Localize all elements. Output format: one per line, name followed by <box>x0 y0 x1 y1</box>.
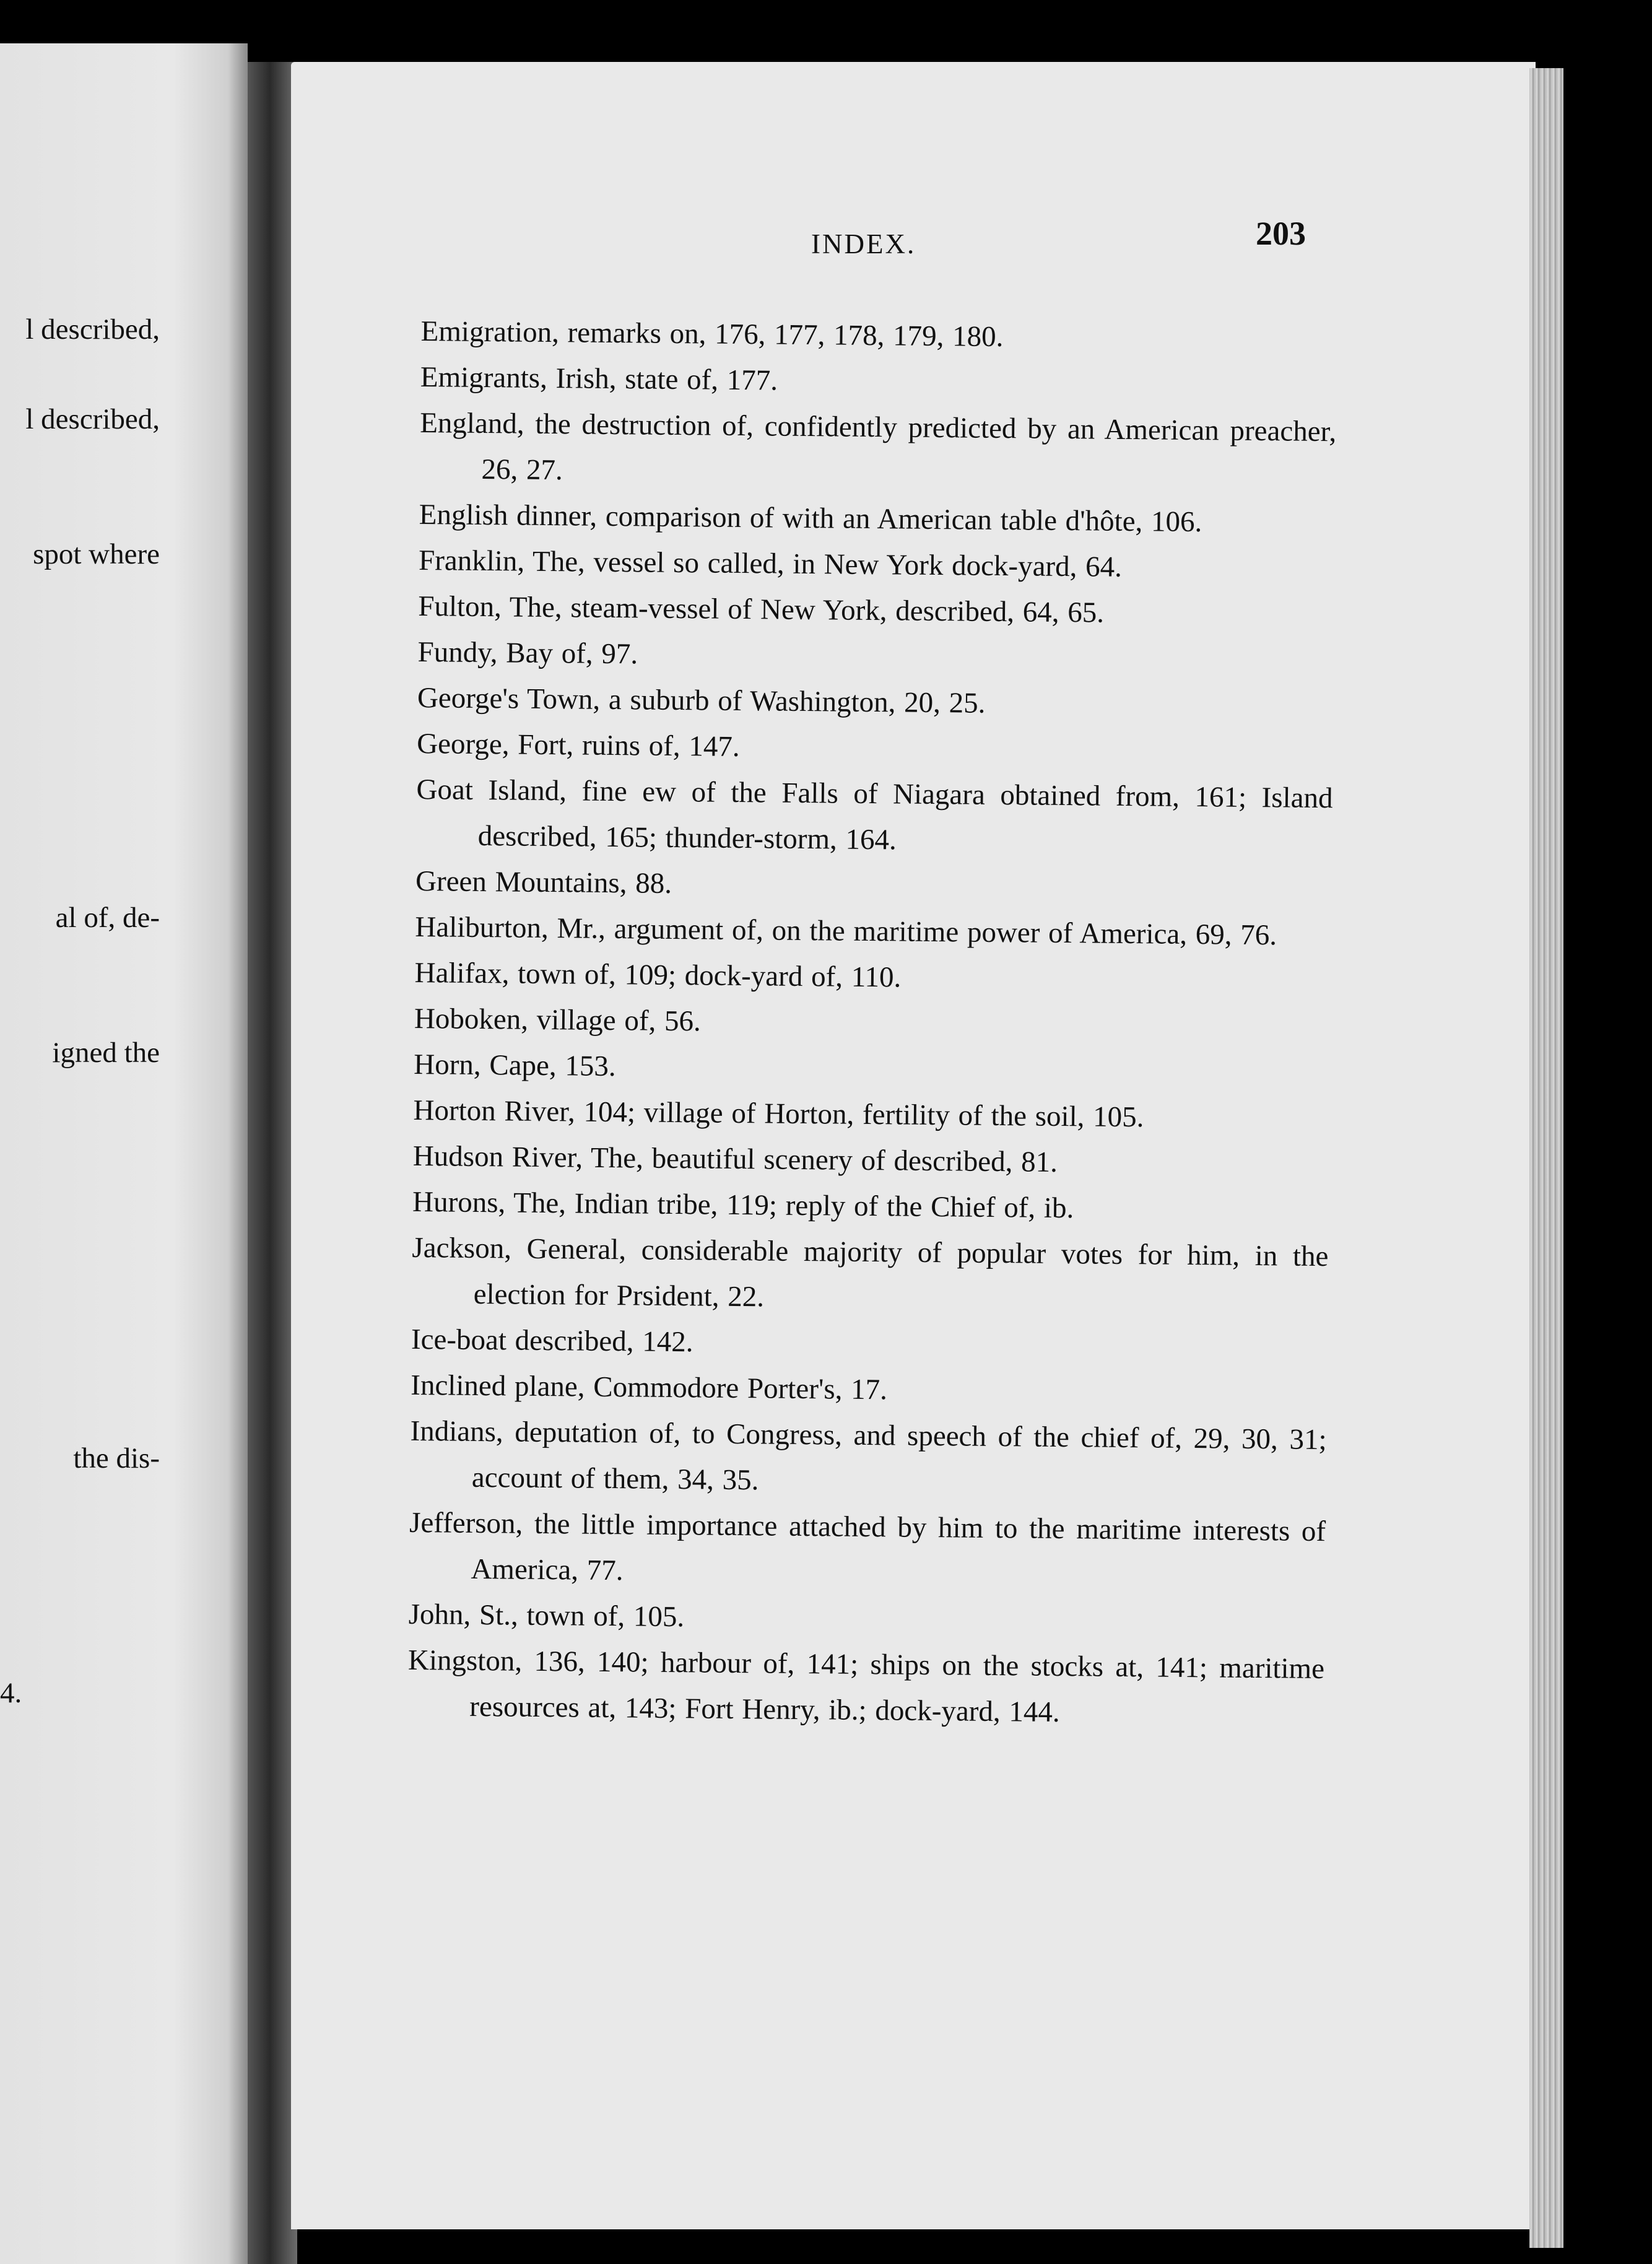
left-fragment: 4. <box>0 1677 22 1709</box>
index-entry: Ice-boat described, 142. <box>411 1323 693 1359</box>
index-entry: Jackson, General, considerable majority of popular votes for him, in the election for Prsident, 22. <box>412 1231 1329 1313</box>
left-fragment: l described, <box>25 403 160 435</box>
index-entry: Kingston, 136, 140; harbour of, 141; ships on the stocks at, 141; maritime resources at, 143; Fort Henry, ib.; dock-yard, 144. <box>407 1644 1325 1729</box>
index-entry: Hoboken, village of, 56. <box>414 1002 702 1038</box>
left-page-text-fragments <box>0 0 248 2264</box>
index-entry: Hudson River, The, beautiful scenery of described, 81. <box>412 1139 1058 1178</box>
index-entry: Inclined plane, Commodore Porter's, 17. <box>411 1369 888 1406</box>
index-entry: Franklin, The, vessel so called, in New York dock-yard, 64. <box>418 544 1123 583</box>
index-entry: George's Town, a suburb of Washington, 20, 25. <box>417 681 986 720</box>
left-fragment: al of, de- <box>55 902 160 934</box>
running-head: INDEX. <box>811 229 916 259</box>
index-entry: John, St., town of, 105. <box>408 1598 685 1634</box>
index-entry: Haliburton, Mr., argument of, on the maritime power of America, 69, 76. <box>415 910 1277 952</box>
page-fore-edge <box>1529 68 1563 2248</box>
index-entry: English dinner, comparison of with an American table d'hôte, 106. <box>419 498 1202 539</box>
left-fragment: spot where <box>33 538 160 570</box>
index-entry: George, Fort, ruins of, 147. <box>417 727 740 763</box>
book-gutter <box>248 62 297 2264</box>
left-fragment: l described, <box>25 313 160 346</box>
page-number: 203 <box>1256 215 1306 252</box>
index-entry: Emigration, remarks on, 176, 177, 178, 179, 180. <box>420 315 1004 354</box>
index-entry: England, the destruction of, confidently predicted by an American preacher, 26, 27. <box>419 406 1337 487</box>
index-entry: Indians, deputation of, to Congress, and speech of the chief of, 29, 30, 31; account of them, 34, 35. <box>410 1414 1327 1497</box>
index-entry: Emigrants, Irish, state of, 177. <box>420 360 778 397</box>
index-entry: Hurons, The, Indian tribe, 119; reply of the Chief of, ib. <box>412 1185 1074 1225</box>
left-fragment: the dis- <box>73 1442 160 1474</box>
index-entry: Halifax, town of, 109; dock-yard of, 110. <box>414 956 902 994</box>
index-entry: Fundy, Bay of, 97. <box>417 635 638 671</box>
index-entry: Goat Island, fine ew of the Falls of Niagara obtained from, 161; Island described, 165; thunder-storm, 164. <box>416 773 1333 856</box>
index-entry-list <box>407 308 1337 1738</box>
index-entry: Horn, Cape, 153. <box>414 1048 616 1083</box>
left-fragment: igned the <box>52 1037 160 1069</box>
index-entry: Fulton, The, steam-vessel of New York, described, 64, 65. <box>418 590 1105 629</box>
index-entry: Jefferson, the little importance attached by him to the maritime interests of America, 77. <box>409 1506 1326 1587</box>
index-entry: Horton River, 104; village of Horton, fertility of the soil, 105. <box>413 1094 1144 1134</box>
index-entry: Green Mountains, 88. <box>415 864 672 900</box>
